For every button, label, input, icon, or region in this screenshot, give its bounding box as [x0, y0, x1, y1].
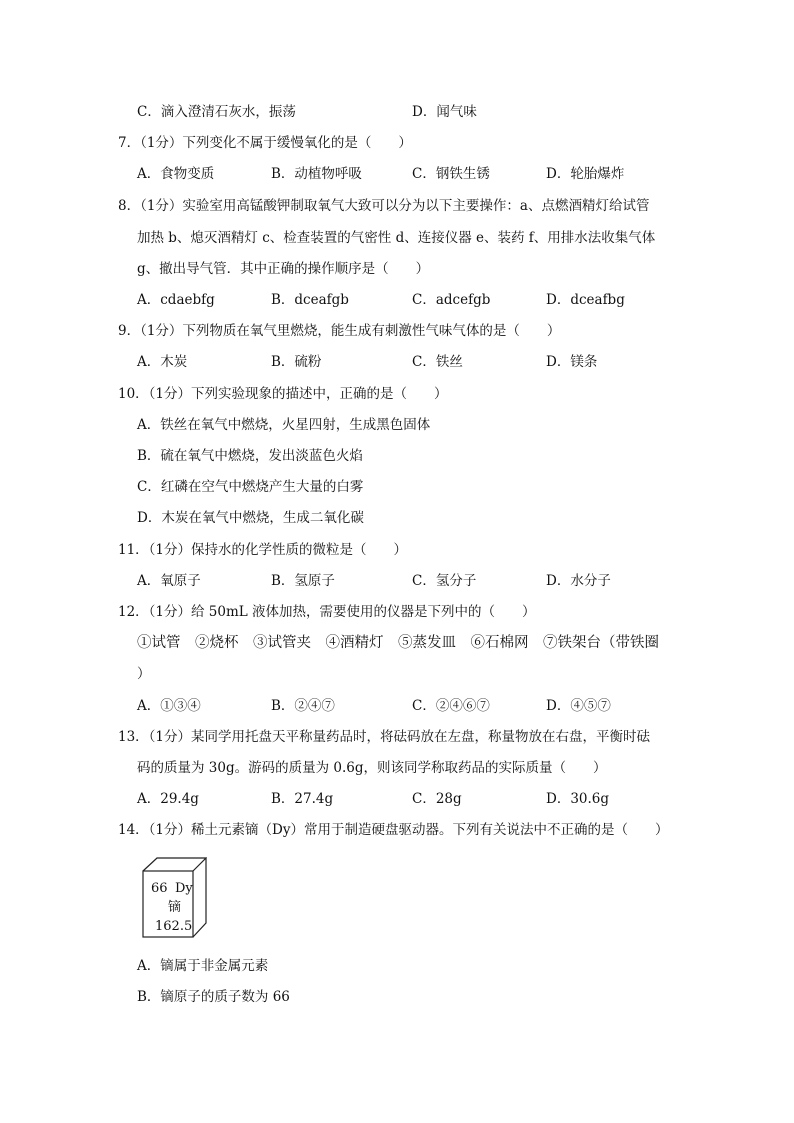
q9-option-d: D．镁条: [546, 354, 598, 370]
q10-option-c: C．红磷在空气中燃烧产生大量的白雾: [137, 479, 364, 495]
q9-option-b: B．硫粉: [271, 354, 322, 370]
q12-stem: 12．（1分）给 50mL 液体加热，需要使用的仪器是下列中的（ ）: [118, 604, 536, 620]
q8-stem-line1: 8．（1分）实验室用高锰酸钾制取氧气大致可以分为以下主要操作：a、点燃酒精灯给试管: [118, 198, 650, 214]
q6-option-d: D．闻气味: [412, 104, 477, 120]
q11-option-c: C．氢分子: [412, 573, 477, 589]
q13-stem-line2: 码的质量为 30g。游码的质量为 0.6g，则该同学称取药品的实际质量（ ）: [137, 760, 607, 776]
element-atomic-number: 66: [151, 881, 168, 896]
q10-option-a: A．铁丝在氧气中燃烧，火星四射，生成黑色固体: [137, 417, 431, 433]
q8-stem-line2: 加热 b、熄灭酒精灯 c、检查装置的气密性 d、连接仪器 e、装药 f、用排水法收集气体: [137, 230, 656, 246]
q9-option-c: C．铁丝: [412, 354, 463, 370]
q10-option-b: B．硫在氧气中燃烧，发出淡蓝色火焰: [137, 448, 363, 464]
q12-instrument-list: ①试管 ②烧杯 ③试管夹 ④酒精灯 ⑤蒸发皿 ⑥石棉网 ⑦铁架台（带铁圈: [137, 635, 659, 651]
q10-stem: 10．（1分）下列实验现象的描述中，正确的是（ ）: [118, 386, 448, 402]
element-symbol: Dy: [175, 881, 193, 896]
q8-option-a: A．cdaebfg: [137, 292, 215, 308]
q7-option-c: C．钢铁生锈: [412, 166, 490, 182]
q9-option-a: A．木炭: [137, 354, 188, 370]
q12-option-c: C．②④⑥⑦: [412, 698, 490, 714]
q13-option-c: C．28g: [412, 791, 462, 807]
q14-option-a: A．镝属于非金属元素: [137, 958, 269, 974]
q12-option-a: A．①③④: [137, 698, 201, 714]
q11-option-a: A．氧原子: [137, 573, 201, 589]
q11-stem: 11．（1分）保持水的化学性质的微粒是（ ）: [118, 542, 408, 558]
q7-option-a: A．食物变质: [137, 166, 215, 182]
q6-option-c: C．滴入澄清石灰水，振荡: [137, 104, 296, 120]
q13-option-a: A．29.4g: [137, 791, 199, 807]
element-atomic-mass: 162.5: [155, 919, 193, 934]
q14-option-b: B．镝原子的质子数为 66: [137, 989, 290, 1005]
q8-option-c: C．adcefgb: [412, 292, 491, 308]
q7-stem: 7．（1分）下列变化不属于缓慢氧化的是（ ）: [118, 135, 412, 151]
q12-option-d: D．④⑤⑦: [546, 698, 611, 714]
q7-option-d: D．轮胎爆炸: [546, 166, 625, 182]
q13-option-d: D．30.6g: [546, 791, 610, 807]
q8-option-b: B．dceafgb: [271, 292, 349, 308]
element-name: 镝: [168, 900, 182, 915]
q13-stem-line1: 13．（1分）某同学用托盘天平称量药品时，将砝码放在左盘，称量物放在右盘，平衡时砝: [118, 729, 651, 745]
q8-stem-line3: g、撤出导气管．其中正确的操作顺序是（ ）: [137, 261, 430, 277]
q11-option-b: B．氢原子: [271, 573, 335, 589]
q14-stem: 14．（1分）稀土元素镝（Dy）常用于制造硬盘驱动器。下列有关说法中不正确的是（ ）: [118, 822, 669, 838]
q7-option-b: B．动植物呼吸: [271, 166, 362, 182]
q12-option-b: B．②④⑦: [271, 698, 335, 714]
q10-option-d: D．木炭在氧气中燃烧，生成二氧化碳: [137, 510, 364, 526]
q9-stem: 9．（1分）下列物质在氧气里燃烧，能生成有刺激性气味气体的是（ ）: [118, 323, 561, 339]
q8-option-d: D．dceafbg: [546, 292, 625, 308]
q12-instrument-list-end: ）: [137, 666, 151, 682]
element-card-dysprosium: [142, 857, 207, 938]
q13-option-b: B．27.4g: [271, 791, 334, 807]
q11-option-d: D．水分子: [546, 573, 611, 589]
